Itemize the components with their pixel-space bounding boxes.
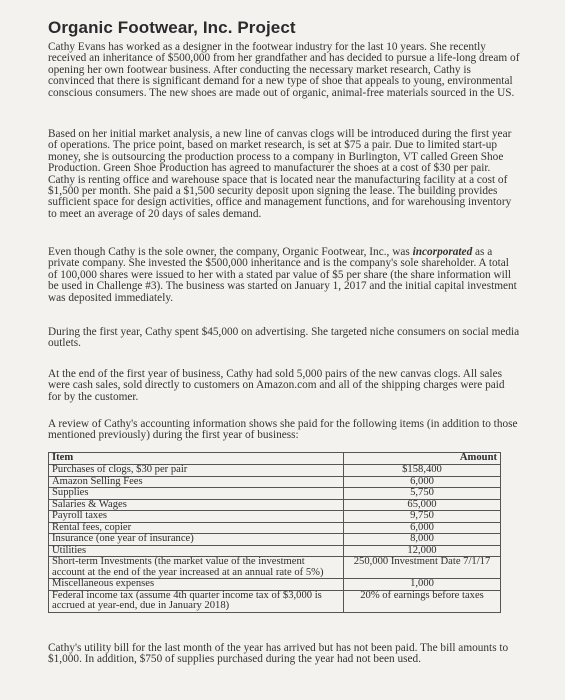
row-item: Short-term Investments (the market value of the investment account at the end of the year increased at an annual rate of 5%) bbox=[49, 557, 344, 579]
page-title: Organic Footwear, Inc. Project bbox=[48, 18, 296, 37]
table-row bbox=[49, 557, 501, 579]
paragraph-advertising: During the first year, Cathy spent $45,000 on advertising. She targeted niche consumers on social media outlets. bbox=[48, 326, 520, 350]
header-amount: Amount bbox=[344, 453, 501, 465]
incorporation-text-before: Even though Cathy is the sole owner, the company, Organic Footwear, Inc., was bbox=[48, 246, 413, 258]
row-item: Amazon Selling Fees bbox=[49, 476, 344, 488]
row-amount: 20% of earnings before taxes bbox=[344, 590, 501, 612]
row-amount: 6,000 bbox=[344, 522, 501, 534]
row-item: Utilities bbox=[49, 545, 344, 557]
table-row bbox=[49, 511, 501, 523]
table-row bbox=[49, 522, 501, 534]
row-item: Miscellaneous expenses bbox=[49, 579, 344, 591]
table-row bbox=[49, 590, 501, 612]
table-row bbox=[49, 488, 501, 500]
table-row bbox=[49, 499, 501, 511]
expenses-table bbox=[48, 452, 501, 613]
row-amount: 250,000 Investment Date 7/1/17 bbox=[344, 557, 501, 579]
row-item: Insurance (one year of insurance) bbox=[49, 534, 344, 546]
paragraph-incorporation bbox=[48, 247, 520, 304]
row-amount: 1,000 bbox=[344, 579, 501, 591]
paragraph-utility-bill: Cathy's utility bill for the last month of the year has arrived but has not been paid. The bill amounts to $1,000. In addition, $750 of supplies purchased during the year had not been used. bbox=[48, 642, 509, 666]
row-amount: 5,750 bbox=[344, 488, 501, 500]
table-header-row bbox=[49, 453, 501, 465]
row-item: Salaries & Wages bbox=[49, 499, 344, 511]
paragraph-background: Cathy Evans has worked as a designer in the footwear industry for the last 10 years. She recently received an inheritance of $500,000 from her grandfather and has decided to pursue a life-long dream of opening her own footwear business. After conducting the necessary market research, Cathy is convinced that there is significant demand for a new type of shoe that appeals to young, environmental conscious consumers. The new shoes are made out of organic, animal-free materials sourced in the US. bbox=[48, 41, 520, 99]
row-item: Payroll taxes bbox=[49, 511, 344, 523]
row-amount: 8,000 bbox=[344, 534, 501, 546]
row-amount: 9,750 bbox=[344, 511, 501, 523]
header-item: Item bbox=[49, 453, 344, 465]
row-item: Federal income tax (assume 4th quarter income tax of $3,000 is accrued at year-end, due in January 2018) bbox=[49, 590, 344, 612]
row-item: Rental fees, copier bbox=[49, 522, 344, 534]
incorporation-text-after: as a private company. She invested the $500,000 inheritance and is the company's sole shareholder. A total of 100,000 shares were issued to her with a stated par value of $5 per share (the share information will be used in Challenge #3). The business was started on January 1, 2017 and the initial capital investment was deposited immediately. bbox=[48, 246, 517, 304]
incorporated-emphasis: incorporated bbox=[412, 246, 473, 258]
paragraph-market-analysis: Based on her initial market analysis, a new line of canvas clogs will be introduced during the first year of operations. The price point, based on market research, is set at $75 a pair. Due to limited start-up money, she is outsourcing the production process to a company in Burlington, VT called Green Shoe Production. Green Shoe Production has agreed to manufacturer the shoes at a cost of $30 per pair. Cathy is renting office and warehouse space that is located near the manufacturing facility at a cost of $1,500 per month. She paid a $1,500 security deposit upon signing the lease. The building provides sufficient space for design activities, office and management functions, and for warehousing inventory to meet an average of 20 days of sales demand. bbox=[48, 128, 512, 220]
row-amount: 6,000 bbox=[344, 476, 501, 488]
table-row bbox=[49, 476, 501, 488]
paragraph-accounting-review: A review of Cathy's accounting information shows she paid for the following items (in addition to those mentioned previously) during the first year of business: bbox=[48, 418, 518, 442]
row-item: Purchases of clogs, $30 per pair bbox=[49, 465, 344, 477]
row-amount: $158,400 bbox=[344, 465, 501, 477]
row-item: Supplies bbox=[49, 488, 344, 500]
row-amount: 65,000 bbox=[344, 499, 501, 511]
table-row bbox=[49, 534, 501, 546]
table-row bbox=[49, 579, 501, 591]
table-row bbox=[49, 465, 501, 477]
row-amount: 12,000 bbox=[344, 545, 501, 557]
table-row bbox=[49, 545, 501, 557]
paragraph-sales: At the end of the first year of business, Cathy had sold 5,000 pairs of the new canvas clogs. All sales were cash sales, sold directly to customers on Amazon.com and all of the shipping charges were paid for by the customer. bbox=[48, 368, 505, 403]
